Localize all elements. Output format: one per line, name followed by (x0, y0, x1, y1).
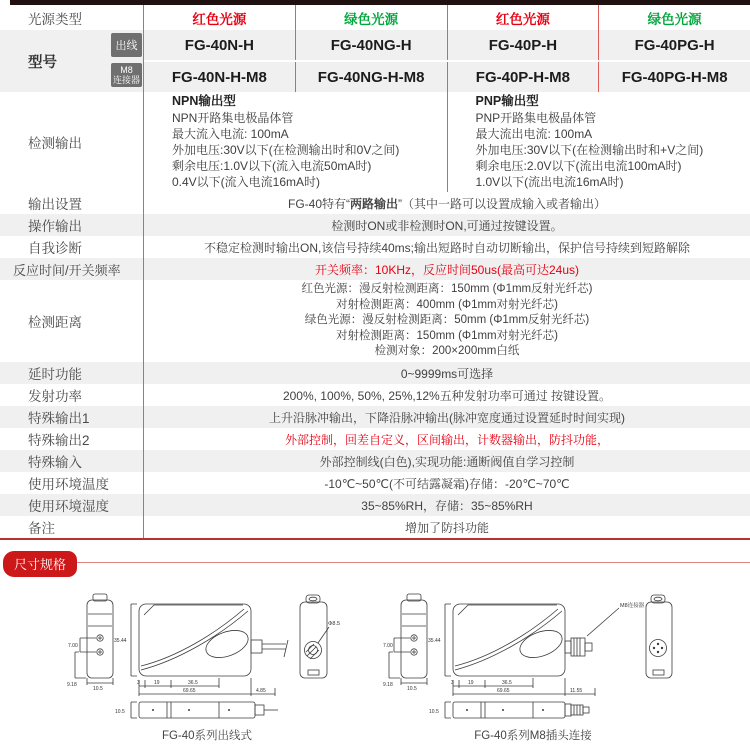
row-value: 红色光源：漫反射检测距离：150mm (Φ1mm反射光纤芯) 对射检测距离：400mm (Φ1mm对射光纤芯) 绿色光源：漫反射检测距离：50mm (Φ1mm反射光纤芯) 对射检测距离：150mm (Φ1mm对射光纤芯) 检测对象：200×200mm白纸 (143, 280, 750, 362)
side-view (139, 604, 288, 676)
row-label: 检测距离 (28, 315, 82, 330)
dim-body-thickness: 10.5 (115, 709, 125, 715)
dim-len-b: 36.5 (188, 680, 198, 686)
dim-offset: 3 (137, 680, 140, 686)
dim-body-thickness: 10.5 (429, 709, 439, 715)
column-header-green-source-1: 绿色光源 (295, 5, 447, 30)
end-view (300, 595, 329, 678)
column-header-red-source-1: 红色光源 (192, 11, 247, 27)
end-view (646, 595, 672, 678)
bottom-view (139, 702, 278, 718)
dim-front-width: 10.5 (93, 686, 103, 692)
row-label: 发射功率 (28, 389, 82, 404)
row-label: 反应时间/开关频率 (13, 262, 121, 278)
column-header-red-source-2: 红色光源 (447, 5, 599, 30)
dim-hole-pitch: 7.00 (68, 643, 78, 649)
row-label: 输出设置 (28, 197, 82, 212)
dim-hole-pitch: 7.00 (383, 643, 393, 649)
table-row-self-diagnosis (0, 236, 750, 258)
table-row-emit-power (0, 384, 750, 406)
dim-len-a: 19 (468, 680, 474, 686)
table-row-model (0, 30, 750, 92)
dim-len-a: 19 (154, 680, 160, 686)
bottom-view (453, 702, 589, 718)
row-label-detection-output: 检测输出 (28, 136, 82, 151)
pnp-output-spec: PNP输出型 PNP开路集电极晶体管 最大流出电流: 100mA 外加电压:30V以下(在检测输出时和+V之间) 剩余电压:2.0V以下(流出电流100mA时) 1.0V以下(流出电流16mA时) (447, 92, 750, 192)
row-value: 不稳定检测时输出ON,该信号持续40ms;输出短路时自动切断输出，保护信号持续到短路解除 (143, 236, 750, 258)
section-divider-line (45, 562, 750, 563)
table-row-special-output-1 (0, 406, 750, 428)
drawing-caption-cable: FG-40系列出线式 (161, 730, 253, 742)
model-cell: FG-40P-H (447, 30, 599, 60)
table-row-response-time (0, 258, 750, 280)
row-label-light-source: 光源类型 (28, 11, 82, 27)
table-row-output-setting (0, 192, 750, 214)
dim-lens-dia: Φ8.5 (328, 621, 341, 627)
table-row-special-input (0, 450, 750, 472)
model-row-cable (144, 30, 750, 60)
row-label: 特殊输出1 (28, 411, 90, 426)
drawing-caption-m8: FG-40系列M8插头连接 (474, 730, 592, 742)
row-label: 特殊输出2 (28, 433, 90, 448)
model-cell: FG-40N-H-M8 (171, 68, 267, 86)
m8-connector-badge: M8 连接器 (111, 63, 142, 88)
dim-len-total: 69.65 (497, 688, 510, 694)
model-cell: FG-40NG-H (295, 30, 447, 60)
row-label: 使用环境湿度 (28, 499, 109, 514)
row-label: 自我诊断 (28, 241, 82, 256)
table-row-light-source (0, 5, 750, 30)
column-header-green-source-2: 绿色光源 (598, 5, 750, 30)
dim-hole-to-bottom: 9.18 (67, 682, 77, 688)
table-row-remarks (0, 516, 750, 538)
table-row-delay-function (0, 362, 750, 384)
row-value: 外部控制线(白色),实现功能:通断阀值自学习控制 (143, 450, 750, 472)
row-value: 200%, 100%, 50%, 25%,12%五种发射功率可通过 按键设置。 (143, 384, 750, 406)
side-view (453, 604, 619, 676)
row-label: 备注 (28, 521, 55, 536)
table-row-detection-output (0, 92, 750, 192)
table-row-ambient-temperature (0, 472, 750, 494)
row-label: 延时功能 (28, 367, 82, 382)
dimension-drawings (0, 590, 750, 742)
row-value: 上升沿脉冲输出，下降沿脉冲输出(脉冲宽度通过设置延时时间实现) (143, 406, 750, 428)
model-cell: FG-40N-H (184, 36, 254, 54)
cable-out-badge: 出线 (111, 33, 142, 57)
model-cell: FG-40PG-H-M8 (598, 62, 750, 92)
row-value: FG-40特有“两路输出”（其中一路可以设置成输入或者输出） (143, 192, 750, 214)
dimension-section-badge: 尺寸规格 (3, 551, 77, 577)
dim-front-width: 10.5 (407, 686, 417, 692)
dim-hole-to-bottom: 9.18 (383, 682, 393, 688)
dim-len-b: 36.5 (502, 680, 512, 686)
table-row-operate-output (0, 214, 750, 236)
row-value: 开关频率：10KHz，反应时间50us(最高可达24us) (143, 258, 750, 280)
npn-output-spec: NPN输出型 NPN开路集电极晶体管 最大流入电流: 100mA 外加电压:30V以下(在检测输出时和0V之间) 剩余电压:1.0V以下(流入电流50mA时) 0.4V以下(流入电流16mA时) (172, 94, 400, 190)
row-label: 操作输出 (28, 219, 82, 234)
row-value: 检测时ON或非检测时ON,可通过按键设置。 (143, 214, 750, 236)
row-value: 增加了防抖功能 (143, 516, 750, 538)
dim-body-height: 35.44 (114, 638, 127, 644)
row-value: 35~85%RH，存储：35~85%RH (143, 494, 750, 516)
model-row-m8 (144, 60, 750, 92)
row-value: 0~9999ms可选择 (143, 362, 750, 384)
spec-table (0, 5, 750, 540)
dim-gland-len: 4.85 (256, 688, 266, 694)
row-label: 使用环境温度 (28, 477, 109, 492)
dimension-drawing-m8 (383, 590, 683, 742)
dim-connector-len: 11.55 (570, 688, 583, 694)
dim-body-height: 35.44 (428, 638, 441, 644)
model-cell: FG-40P-H-M8 (447, 62, 599, 92)
row-value: -10℃~50℃(不可结露凝霜)存储：-20℃~70℃ (143, 472, 750, 494)
dimension-drawing-cable (67, 590, 347, 742)
front-view (389, 594, 427, 685)
m8-connector-label: M8连接器 (620, 603, 645, 609)
dim-len-total: 69.65 (183, 688, 196, 694)
dimension-section-header (0, 551, 750, 574)
dim-offset: 3 (451, 680, 454, 686)
row-label: 特殊输入 (28, 455, 82, 470)
model-cell: FG-40NG-H-M8 (295, 62, 447, 92)
row-value: 外部控制，回差自定义，区间输出，计数器输出，防抖功能， (143, 428, 750, 450)
model-cell: FG-40PG-H (598, 30, 750, 60)
table-row-ambient-humidity (0, 494, 750, 516)
table-bottom-line (0, 538, 750, 540)
table-row-detection-distance (0, 280, 750, 362)
row-label-model: 型号 (28, 54, 57, 71)
table-row-special-output-2 (0, 428, 750, 450)
front-view (75, 594, 113, 685)
